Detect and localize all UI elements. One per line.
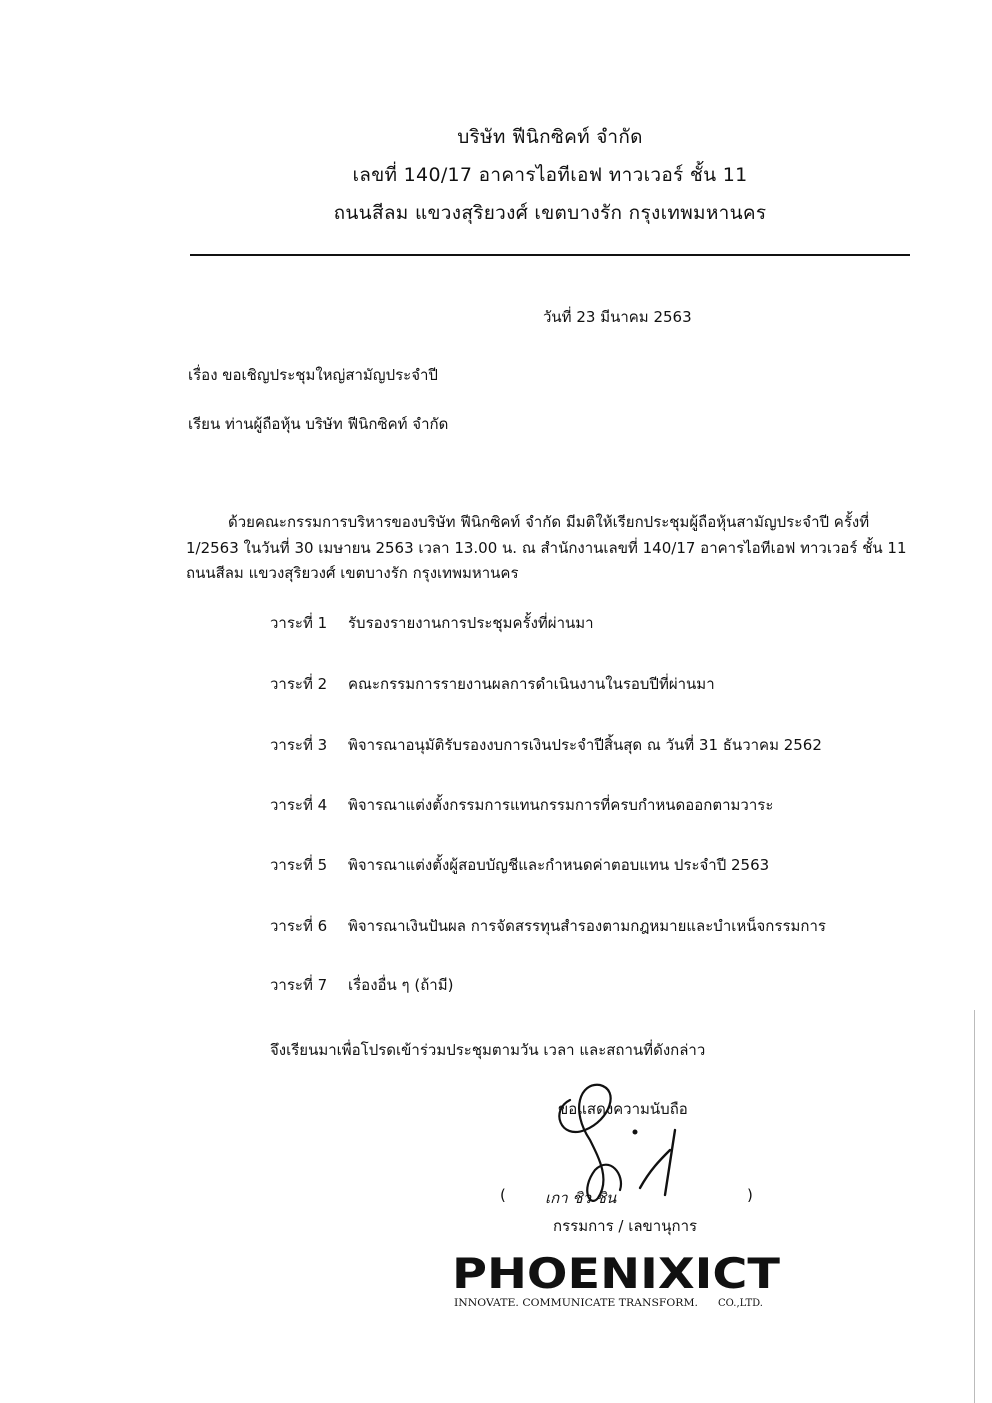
agenda-text: รับรองรายงานการประชุมครั้งที่ผ่านมา [348,614,594,632]
agenda-text: พิจารณาเงินปันผล การจัดสรรทุนสำรองตามกฎหมายและบำเหน็จกรรมการ [348,917,826,935]
body-line-2: 1/2563 ในวันที่ 30 เมษายน 2563 เวลา 13.00 น. ณ สำนักงานเลขที่ 140/17 อาคารไอทีเอฟ ทาวเวอร์ ชั้น 11 [186,539,907,557]
logo-wordmark: PHOENIXICT [452,1249,781,1298]
logo-tagline: INNOVATE. COMMUNICATE TRANSFORM. [454,1298,698,1309]
agenda-number: วาระที่ 7 [270,976,328,994]
body-line-1: ด้วยคณะกรรมการบริหารของบริษัท ฟีนิกซิคท์ จำกัด มีมติให้เรียกประชุมผู้ถือหุ้นสามัญประจำปี ครั้งที่ [228,513,870,531]
agenda-number: วาระที่ 1 [270,614,328,632]
agenda-item [270,611,594,635]
agenda-item [270,914,826,938]
company-name: บริษัท ฟีนิกซิคท์ จำกัด [457,126,643,148]
scan-edge-line [974,1010,975,1403]
agenda-item [270,672,715,696]
closing-sentence: จึงเรียนมาเพื่อโปรดเข้าร่วมประชุมตามวัน เวลา และสถานที่ดังกล่าว [270,1041,706,1059]
agenda-number: วาระที่ 2 [270,675,328,693]
agenda-item [270,973,453,997]
regards: ขอแสดงความนับถือ [558,1100,688,1118]
agenda-item [270,853,769,877]
agenda-text: พิจารณาอนุมัติรับรองงบการเงินประจำปีสิ้นสุด ณ วันที่ 31 ธันวาคม 2562 [348,736,822,754]
agenda-item [270,733,822,757]
body-line-3: ถนนสีลม แขวงสุริยวงศ์ เขตบางรัก กรุงเทพมหานคร [186,564,519,582]
signer-title: กรรมการ / เลขานุการ [553,1217,698,1235]
letter-date: วันที่ 23 มีนาคม 2563 [543,308,692,326]
company-address-line2: ถนนสีลม แขวงสุริยวงศ์ เขตบางรัก กรุงเทพมหานคร [333,202,767,224]
agenda-text: พิจารณาแต่งตั้งกรรมการแทนกรรมการที่ครบกำหนดออกตามวาระ [348,796,774,814]
agenda-number: วาระที่ 6 [270,917,328,935]
signer-close-paren: ) [747,1186,753,1204]
company-logo [450,1244,790,1314]
company-address-line1: เลขที่ 140/17 อาคารไอทีเอฟ ทาวเวอร์ ชั้น 11 [352,164,748,186]
agenda-text: คณะกรรมการรายงานผลการดำเนินงานในรอบปีที่ผ่านมา [348,675,715,693]
header-divider [190,254,910,256]
agenda-number: วาระที่ 5 [270,856,328,874]
letter-subject: เรื่อง ขอเชิญประชุมใหญ่สามัญประจำปี [188,366,438,384]
agenda-number: วาระที่ 3 [270,736,328,754]
agenda-number: วาระที่ 4 [270,796,328,814]
letter-recipient: เรียน ท่านผู้ถือหุ้น บริษัท ฟีนิกซิคท์ จำกัด [188,415,449,433]
signer-open-paren: ( [500,1186,506,1204]
agenda-text: พิจารณาแต่งตั้งผู้สอบบัญชีและกำหนดค่าตอบแทน ประจำปี 2563 [348,856,770,874]
agenda-text: เรื่องอื่น ๆ (ถ้ามี) [348,976,454,994]
logo-suffix: CO.,LTD. [718,1298,763,1309]
signer-name: เกา ชิว ชิน [545,1189,617,1207]
agenda-item [270,793,773,817]
